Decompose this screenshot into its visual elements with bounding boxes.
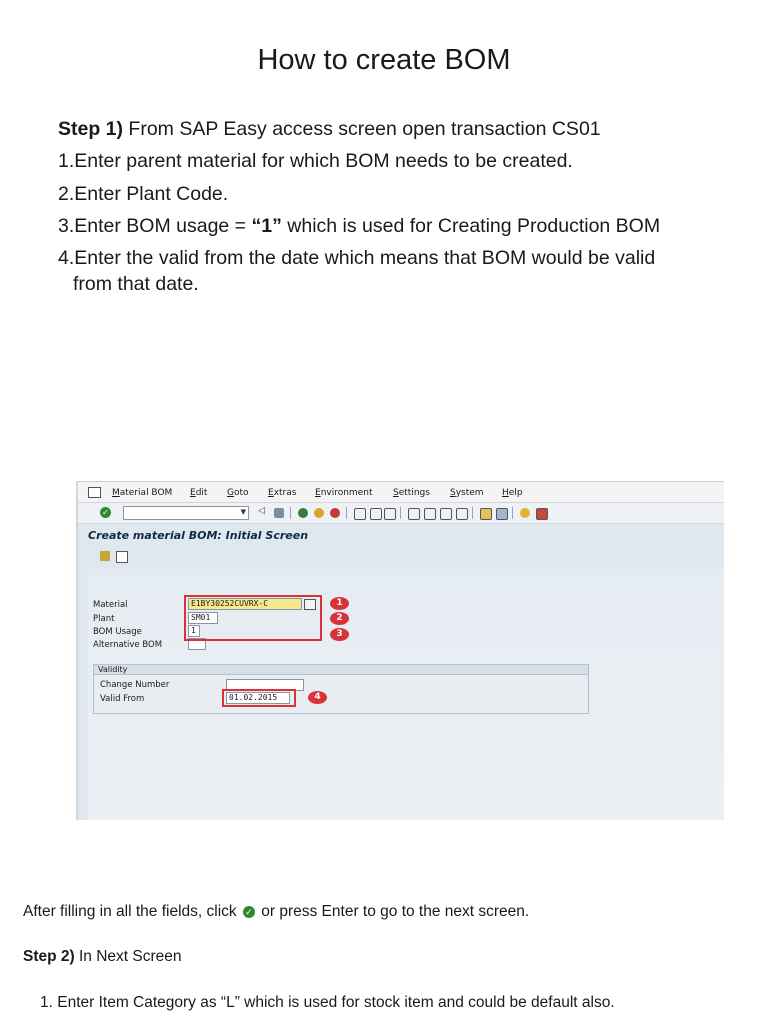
check-icon: ✓ [243,906,255,918]
material-input[interactable]: E1BY30252CUVRX-C [188,598,302,610]
after-filling-text: After filling in all the fields, click ✓ or press Enter to go to the next screen. [23,903,530,920]
window-menu-icon[interactable] [88,487,101,498]
find-next-icon[interactable] [384,508,396,520]
menu-help[interactable]: Help [502,488,523,498]
toolbar-separator [400,507,401,519]
valid-from-label: Valid From [100,694,145,704]
menu-extras[interactable]: Extras [268,488,297,498]
material-label: Material [93,600,128,610]
toolbar-separator [346,507,347,519]
change-number-label: Change Number [100,680,170,690]
step1-heading: Step 1) From SAP Easy access screen open transaction CS01 [58,118,601,140]
callout-badge-4: 4 [308,691,327,704]
find-icon[interactable] [370,508,382,520]
valid-from-input[interactable]: 01.02.2015 [226,692,290,704]
alternative-bom-label: Alternative BOM [93,640,163,650]
dropdown-arrow-icon[interactable]: ▼ [240,508,246,516]
first-page-icon[interactable] [408,508,420,520]
previous-page-icon[interactable] [424,508,436,520]
sap-toolbar [78,503,724,524]
last-page-icon[interactable] [456,508,468,520]
callout-badge-3: 3 [330,628,349,641]
callout-badge-2: 2 [330,612,349,625]
plant-label: Plant [93,614,115,624]
step1-item-4: 4.Enter the valid from the date which means that BOM would be valid from that date. [58,247,656,295]
copy-icon[interactable] [116,551,128,563]
highlight-box-valid-from [222,689,296,707]
sap-menubar [78,482,724,503]
menu-environment[interactable]: Environment [315,488,373,498]
application-toolbar [78,548,724,565]
next-page-icon[interactable] [440,508,452,520]
menu-edit[interactable]: Edit [190,488,208,498]
step1-item-3: 3.Enter BOM usage = “1” which is used for Creating Production BOM [58,215,661,238]
bom-usage-label: BOM Usage [93,627,142,637]
save-icon[interactable] [274,508,284,518]
menu-settings[interactable]: Settings [393,488,430,498]
toolbar-separator [472,507,473,519]
callout-badge-1: 1 [330,597,349,610]
sap-screenshot [76,481,724,820]
validity-group-title: Validity [94,665,588,675]
change-icon[interactable] [100,551,110,561]
layout-icon[interactable] [536,508,548,520]
new-session-icon[interactable] [480,508,492,520]
cancel-icon[interactable] [330,508,340,518]
plant-input[interactable]: SM01 [188,612,218,624]
print-icon[interactable] [354,508,366,520]
menu-system[interactable]: System [450,488,484,498]
command-field[interactable] [123,506,249,520]
exit-icon[interactable] [314,508,324,518]
step1-item-1: 1.Enter parent material for which BOM needs to be created. [58,150,573,173]
shortcut-icon[interactable] [496,508,508,520]
back-arrow-icon[interactable]: ◁ [258,506,265,516]
help-icon[interactable] [520,508,530,518]
menu-material-bom[interactable]: Material BOM [112,488,173,498]
step1-item-2: 2.Enter Plant Code. [58,182,229,205]
toolbar-separator [512,507,513,519]
back-icon[interactable] [298,508,308,518]
bom-usage-input[interactable]: 1 [188,625,200,637]
toolbar-separator [290,507,291,519]
step1-instructions [58,117,738,297]
page-title: How to create BOM [257,44,511,76]
step2-heading: Step 2) In Next Screen [23,948,182,965]
step2-item-1: 1. Enter Item Category as “L” which is used for stock item and could be default also. [40,994,615,1011]
screen-title: Create material BOM: Initial Screen [88,529,309,542]
highlight-box-material [184,595,322,641]
validity-group [93,664,589,714]
enter-check-icon[interactable]: ✓ [100,507,111,518]
menu-goto[interactable]: Goto [227,488,249,498]
